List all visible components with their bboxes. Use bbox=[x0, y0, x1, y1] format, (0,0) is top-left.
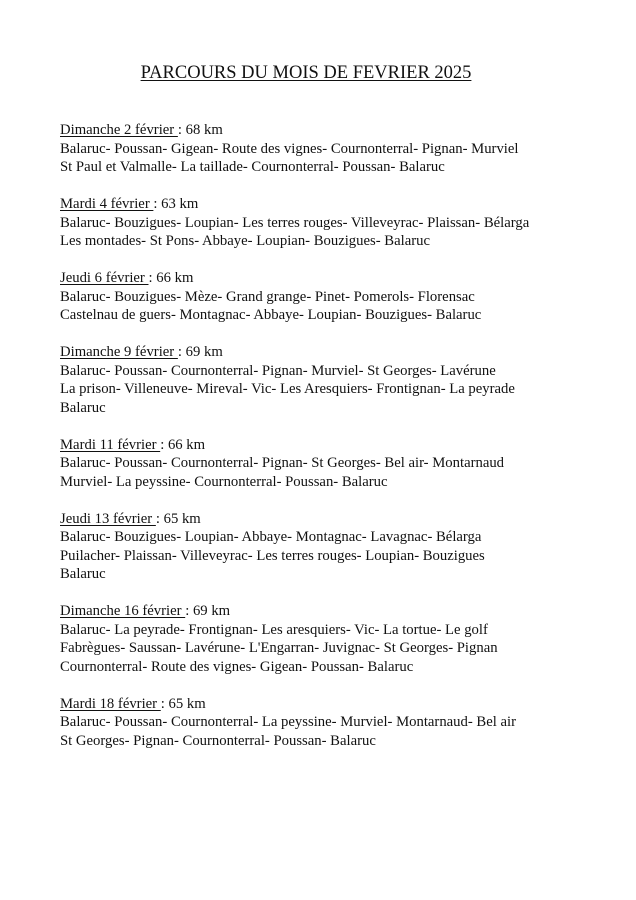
route-itinerary-line: Balaruc- Bouzigues- Mèze- Grand grange- Pinet- Pomerols- Florensac bbox=[60, 288, 475, 305]
route-date: Jeudi 13 février bbox=[60, 510, 156, 527]
route-distance: : 68 km bbox=[177, 122, 223, 138]
route-itinerary-line: Balaruc- La peyrade- Frontignan- Les aresquiers- Vic- La tortue- Le golf bbox=[60, 621, 488, 638]
route-entry bbox=[60, 436, 620, 492]
route-date: Dimanche 9 février bbox=[60, 344, 178, 360]
route-entry bbox=[60, 195, 620, 251]
route-distance: : 66 km bbox=[148, 270, 194, 286]
route-date: Mardi 4 février bbox=[60, 196, 154, 212]
route-heading bbox=[60, 695, 620, 714]
route-distance: : 69 km bbox=[177, 344, 223, 360]
route-entry bbox=[60, 510, 620, 584]
route-heading bbox=[60, 343, 620, 362]
route-itinerary-line: Balaruc- Bouzigues- Loupian- Les terres rouges- Villeveyrac- Plaissan- Bélarga bbox=[60, 214, 530, 231]
route-itinerary-line: Balaruc- Poussan- Cournonterral- La peyssine- Murviel- Montarnaud- Bel air bbox=[60, 714, 516, 730]
route-itinerary-line: Murviel- La peyssine- Cournonterral- Poussan- Balaruc bbox=[60, 473, 388, 490]
route-itinerary-line: Balaruc bbox=[60, 566, 106, 582]
route-date: Mardi 18 février bbox=[60, 695, 161, 712]
route-entry bbox=[60, 269, 620, 325]
route-itinerary-line: Fabrègues- Saussan- Lavérune- L'Engarran- Juvignac- St Georges- Pignan bbox=[60, 640, 498, 656]
route-itinerary-line: St Georges- Pignan- Cournonterral- Poussan- Balaruc bbox=[60, 732, 376, 749]
route-itinerary-line: Cournonterral- Route des vignes- Gigean- Poussan- Balaruc bbox=[60, 658, 414, 675]
route-itinerary-line: Les montades- St Pons- Abbaye- Loupian- Bouzigues- Balaruc bbox=[60, 233, 430, 249]
page-title: PARCOURS DU MOIS DE FEVRIER 2025 bbox=[140, 63, 472, 83]
route-heading bbox=[60, 602, 620, 621]
route-date: Mardi 11 février bbox=[60, 436, 161, 453]
route-itinerary-line: St Paul et Valmalle- La taillade- Cournonterral- Poussan- Balaruc bbox=[60, 159, 445, 175]
route-heading bbox=[60, 195, 620, 214]
route-entry bbox=[60, 343, 620, 417]
route-itinerary-line: Balaruc- Poussan- Cournonterral- Pignan- Murviel- St Georges- Lavérune bbox=[60, 362, 496, 379]
route-itinerary-line: La prison- Villeneuve- Mireval- Vic- Les Aresquiers- Frontignan- La peyrade bbox=[60, 381, 515, 397]
route-distance: : 65 km bbox=[155, 510, 201, 527]
route-itinerary-line: Puilacher- Plaissan- Villeveyrac- Les terres rouges- Loupian- Bouzigues bbox=[60, 547, 485, 564]
route-entry bbox=[60, 121, 620, 177]
route-distance: : 63 km bbox=[153, 196, 199, 212]
route-itinerary-line: Balaruc- Bouzigues- Loupian- Abbaye- Montagnac- Lavagnac- Bélarga bbox=[60, 529, 482, 545]
route-heading bbox=[60, 510, 620, 529]
route-itinerary-line: Castelnau de guers- Montagnac- Abbaye- Loupian- Bouzigues- Balaruc bbox=[60, 307, 482, 323]
route-entry bbox=[60, 695, 620, 751]
route-itinerary-line: Balaruc bbox=[60, 399, 106, 416]
route-distance: : 65 km bbox=[160, 695, 206, 712]
route-date: Dimanche 16 février bbox=[60, 603, 186, 619]
route-heading bbox=[60, 436, 620, 455]
route-heading bbox=[60, 121, 620, 140]
route-heading bbox=[60, 269, 620, 288]
route-date: Dimanche 2 février bbox=[60, 122, 178, 138]
route-date: Jeudi 6 février bbox=[60, 270, 149, 286]
route-distance: : 69 km bbox=[185, 603, 231, 619]
route-itinerary-line: Balaruc- Poussan- Cournonterral- Pignan- St Georges- Bel air- Montarnaud bbox=[60, 455, 505, 471]
route-list bbox=[60, 121, 620, 769]
route-entry bbox=[60, 602, 620, 676]
route-itinerary-line: Balaruc- Poussan- Gigean- Route des vignes- Cournonterral- Pignan- Murviel bbox=[60, 140, 519, 157]
route-distance: : 66 km bbox=[160, 436, 206, 453]
